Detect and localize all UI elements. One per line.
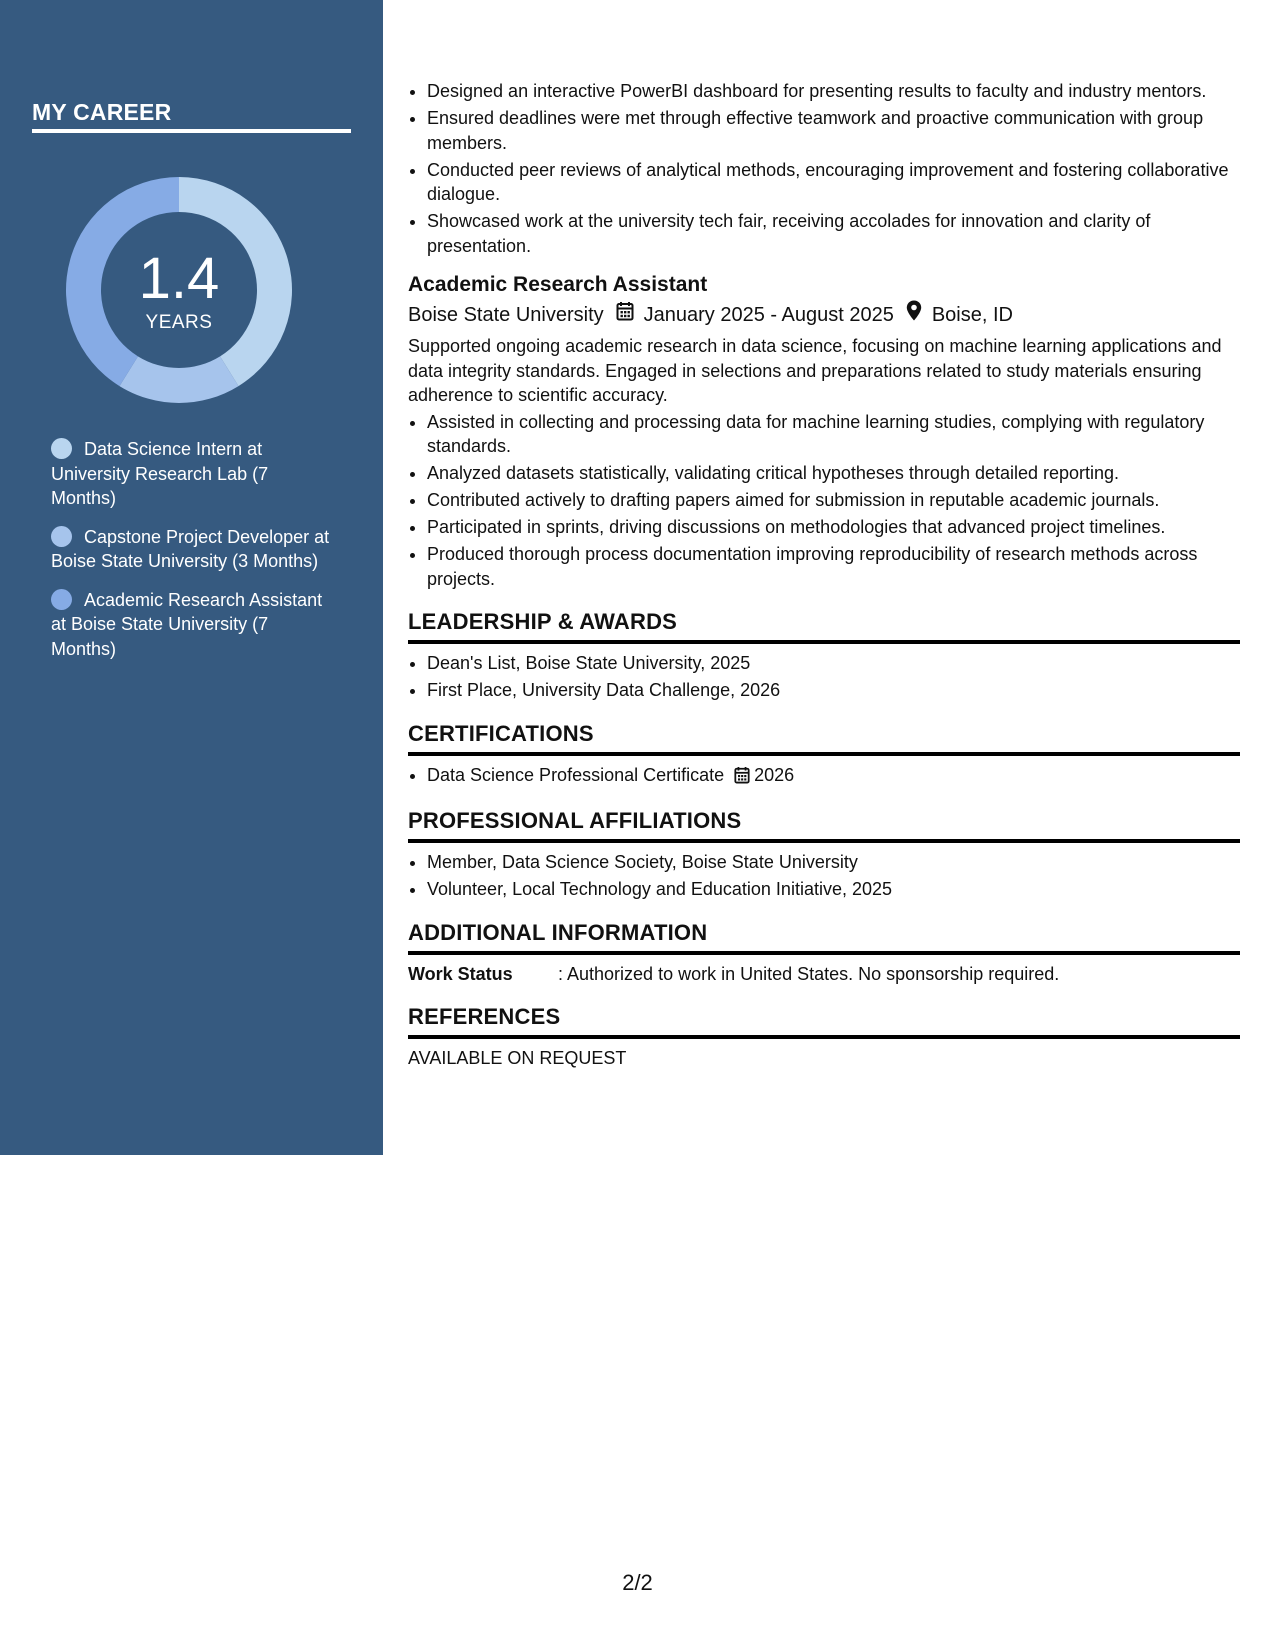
job-title: Academic Research Assistant <box>408 273 708 296</box>
list-item: • Showcased work at the university tech fair, receiving accolades for innovation and clarity of presentation. <box>427 209 1240 258</box>
career-legend-label: Capstone Project Developer at Boise State University (3 Months) <box>51 526 330 571</box>
work-status-row <box>408 962 1240 987</box>
certifications-list <box>408 763 1240 791</box>
career-legend <box>51 437 331 675</box>
list-item: • Designed an interactive PowerBI dashboard for presenting results to faculty and industry mentors. <box>427 79 1240 104</box>
list-item: • Ensured deadlines were met through effective teamwork and proactive communication with group members. <box>427 106 1240 155</box>
job-bullets <box>408 410 1240 592</box>
job-location: Boise, ID <box>931 304 1013 326</box>
job-dates: January 2025 - August 2025 <box>643 304 894 326</box>
certification-name: Data Science Professional Certificate <box>427 764 725 785</box>
map-pin-icon <box>906 300 922 330</box>
legend-dot-icon <box>51 438 72 459</box>
calendar-icon <box>616 300 634 330</box>
career-legend-item <box>51 437 331 511</box>
references-heading: REFERENCES <box>408 1002 1240 1039</box>
list-item: • Volunteer, Local Technology and Education Initiative, 2025 <box>427 877 1240 902</box>
donut-slice-2 <box>120 356 239 403</box>
career-heading: MY CAREER <box>32 99 172 125</box>
list-item <box>427 763 1240 791</box>
job-meta <box>408 300 1240 330</box>
career-legend-label: Data Science Intern at University Research Lab (7 Months) <box>51 439 269 508</box>
career-heading-rule <box>32 129 351 133</box>
list-item: • Conducted peer reviews of analytical methods, encouraging improvement and fostering collaborative dialogue. <box>427 158 1240 207</box>
work-status-value: : Authorized to work in United States. No sponsorship required. <box>558 963 1060 984</box>
career-total-value: 1.4 <box>138 246 220 311</box>
leadership-heading: LEADERSHIP & AWARDS <box>408 607 1240 644</box>
legend-dot-icon <box>51 526 72 547</box>
list-item: • Analyzed datasets statistically, validating critical hypotheses through detailed reporting. <box>427 461 1240 486</box>
career-legend-item <box>51 525 331 574</box>
legend-dot-icon <box>51 589 72 610</box>
previous-job-bullets <box>408 79 1240 258</box>
list-item: • Assisted in collecting and processing data for machine learning studies, complying with regulatory standards. <box>427 410 1240 459</box>
certifications-heading: CERTIFICATIONS <box>408 719 1240 756</box>
list-item: • Participated in sprints, driving discussions on methodologies that advanced project timelines. <box>427 515 1240 540</box>
job-org: Boise State University <box>408 304 604 326</box>
career-total-unit: YEARS <box>145 312 213 333</box>
affiliations-list <box>408 850 1240 902</box>
list-item: • Contributed actively to drafting papers aimed for submission in reputable academic journals. <box>427 488 1240 513</box>
job-description: Supported ongoing academic research in data science, focusing on machine learning applications and data integrity standards. Engaged in selections and preparations related to study materials ensuring adherence to scientific accuracy. <box>408 336 1222 405</box>
career-legend-item <box>51 588 331 662</box>
list-item: • Member, Data Science Society, Boise State University <box>427 850 1240 875</box>
certification-year: 2026 <box>754 764 795 785</box>
page-number: 2/2 <box>622 1570 653 1595</box>
additional-info-heading: ADDITIONAL INFORMATION <box>408 918 1240 955</box>
career-sidebar <box>0 0 383 1155</box>
main-content <box>408 79 1240 1071</box>
list-item: • First Place, University Data Challenge, 2026 <box>427 678 1240 703</box>
affiliations-heading: PROFESSIONAL AFFILIATIONS <box>408 806 1240 843</box>
list-item: • Dean's List, Boise State University, 2025 <box>427 651 1240 676</box>
list-item: • Produced thorough process documentation improving reproducibility of research methods across projects. <box>427 542 1240 591</box>
calendar-icon <box>734 766 750 791</box>
work-status-label: Work Status <box>408 963 513 984</box>
career-legend-label: Academic Research Assistant at Boise State University (7 Months) <box>51 589 323 659</box>
references-text: AVAILABLE ON REQUEST <box>408 1048 627 1068</box>
leadership-list <box>408 651 1240 703</box>
